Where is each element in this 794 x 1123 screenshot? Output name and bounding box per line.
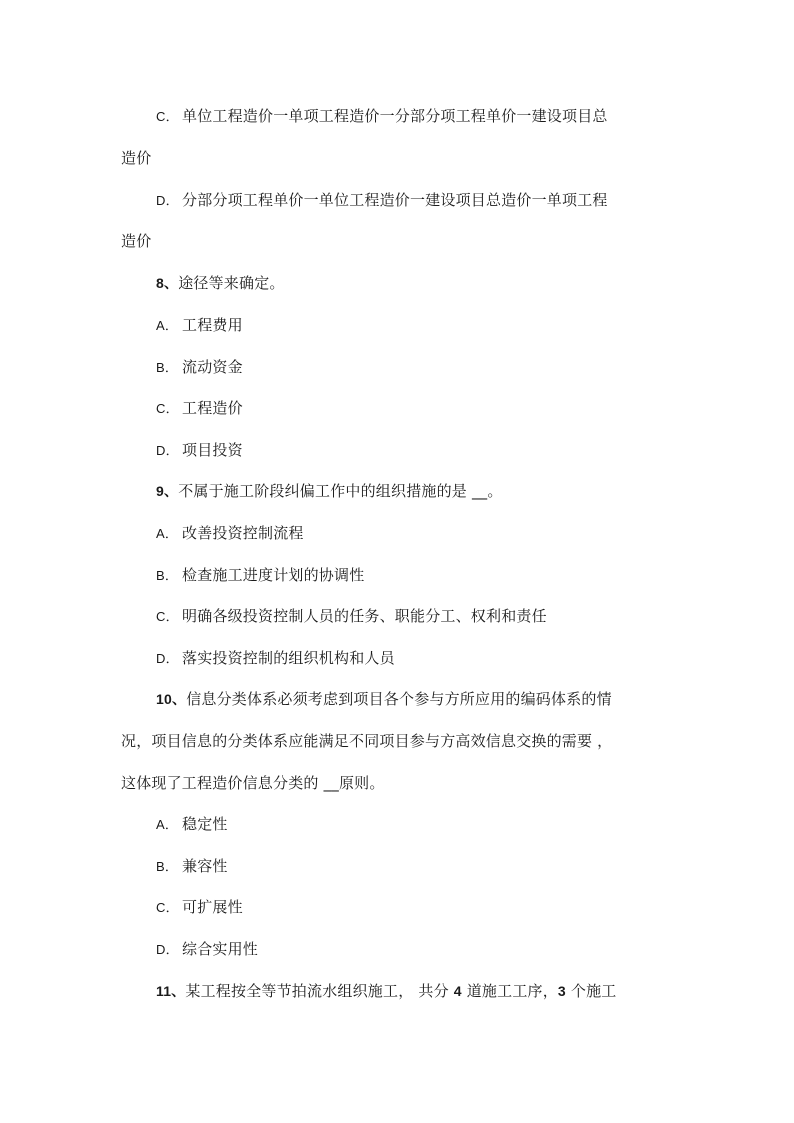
option-label: C． [156,609,179,624]
q10-option-c [156,897,243,918]
option-text: 改善投资控制流程 [182,524,304,542]
option-text: 流动资金 [182,358,243,376]
option-label: C． [156,401,179,416]
question-text: 道施工工序， [461,982,558,1000]
option-text: 检查施工进度计划的协调性 [182,566,365,584]
option-label: A． [156,526,179,541]
question-text: 某工程按全等节拍流水组织施工， 共分 [185,982,454,1000]
option-label: B． [156,360,179,375]
option-text: 兼容性 [182,857,228,875]
q9-option-d [156,648,395,669]
q9-option-b [156,565,364,586]
option-label: C． [156,109,179,124]
question-text: 信息分类体系必须考虑到项目各个参与方所应用的编码体系的情 [186,690,612,708]
option-label: D． [156,651,179,666]
question-text: 途径等来确定。 [178,274,285,292]
q9-option-a [156,523,304,544]
q7-option-c-continuation: 造价 [121,149,152,167]
q10-option-d [156,939,258,960]
q8-option-d [156,440,243,461]
option-text: 稳定性 [182,815,228,833]
option-text: 可扩展性 [182,898,243,916]
question-text: 不属于施工阶段纠偏工作中的组织措施的是 __。 [178,482,503,500]
option-label: B． [156,859,179,874]
option-text: 单位工程造价一单项工程造价一分部分项工程单价一建设项目总 [182,107,608,125]
option-label: A． [156,318,179,333]
q10-stem-line3: 这体现了工程造价信息分类的 __原则。 [121,774,385,792]
option-text: 分部分项工程单价一单位工程造价一建设项目总造价一单项工程 [182,191,608,209]
option-text: 工程费用 [182,316,243,334]
option-text: 落实投资控制的组织机构和人员 [182,649,395,667]
q7-option-c [156,106,608,127]
q8-stem [156,273,285,293]
question-text: 个施工 [565,982,617,1000]
q7-option-d-continuation: 造价 [121,232,152,250]
q7-option-d [156,190,608,211]
option-text: 项目投资 [182,441,243,459]
q10-stem [156,689,612,709]
question-number: 8、 [156,275,179,291]
question-number: 9、 [156,483,179,499]
option-label: B． [156,568,179,583]
option-label: D． [156,193,179,208]
inline-number: 4 [453,983,462,999]
q8-option-b [156,357,243,378]
q10-option-b [156,856,228,877]
option-text: 综合实用性 [182,940,259,958]
q8-option-c [156,398,243,419]
q9-option-c [156,606,547,627]
q8-option-a [156,315,243,336]
q11-stem [156,981,617,1001]
question-number: 11、 [156,983,186,999]
q10-option-a [156,814,228,835]
option-text: 明确各级投资控制人员的任务、职能分工、权利和责任 [182,607,547,625]
q10-stem-line2: 况，项目信息的分类体系应能满足不同项目参与方高效信息交换的需要 ， [121,732,613,750]
option-text: 工程造价 [182,399,243,417]
q9-stem [156,481,503,501]
option-label: A． [156,817,179,832]
option-label: D． [156,443,179,458]
option-label: D． [156,942,179,957]
inline-number: 3 [557,983,566,999]
option-label: C． [156,900,179,915]
question-number: 10、 [156,691,187,707]
